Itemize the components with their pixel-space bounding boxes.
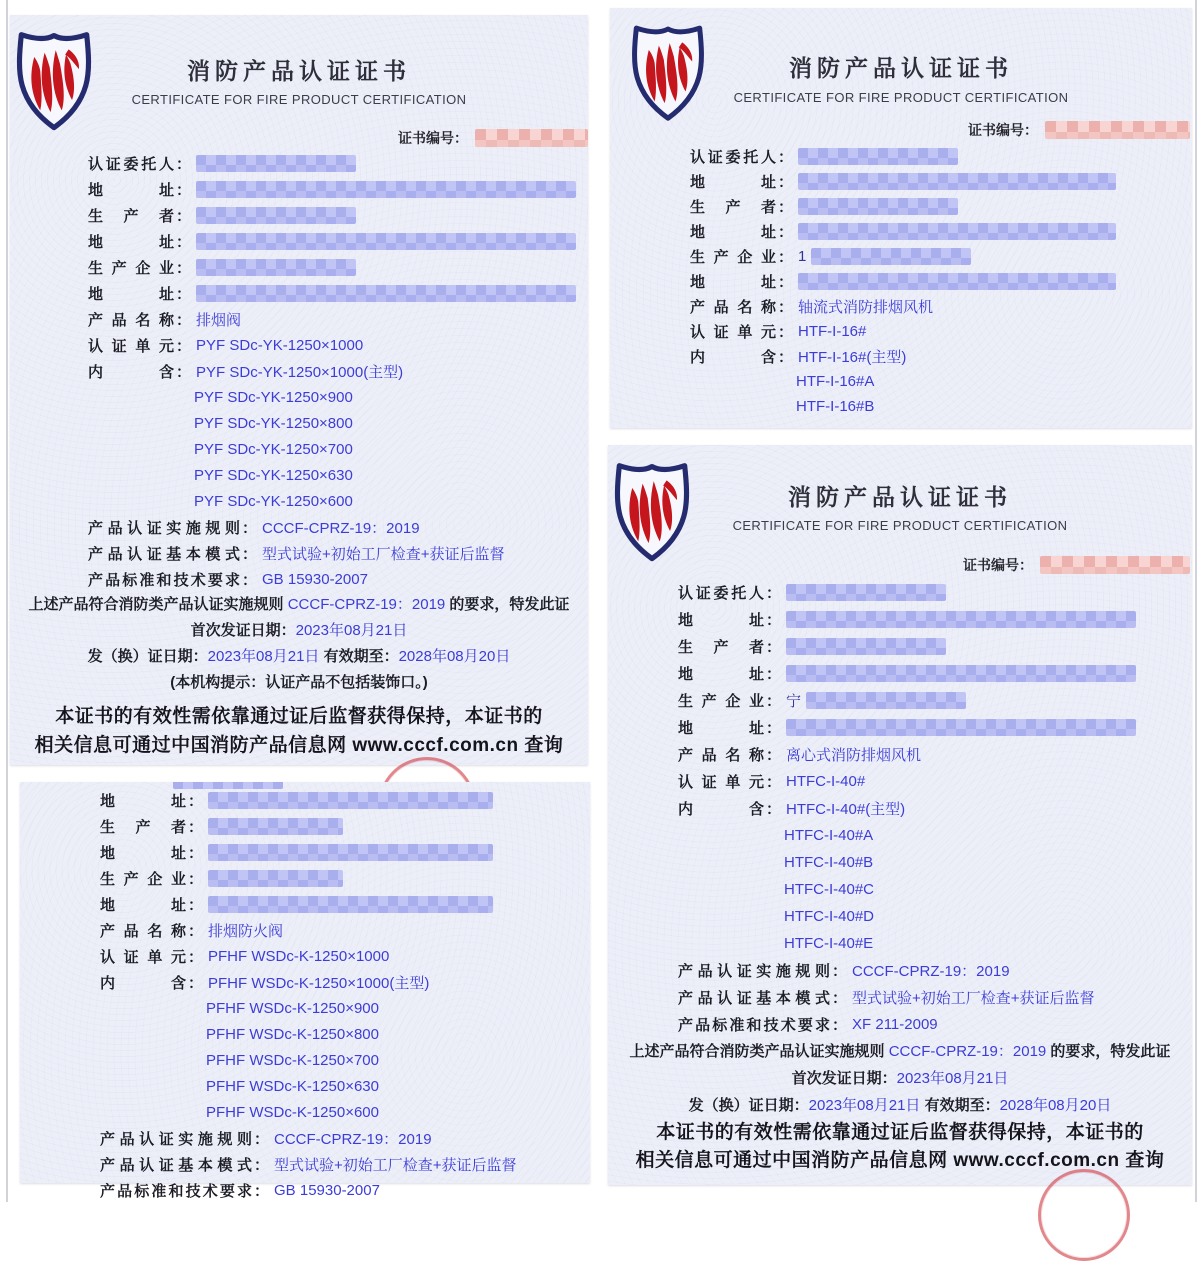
cert-number-row	[963, 555, 1190, 575]
field-label: 生产者	[690, 199, 776, 216]
model-value: HTFC-I-40#D	[784, 908, 875, 925]
redacted-value	[798, 223, 1116, 240]
field-label: 认证委托人	[678, 585, 764, 602]
model-value: HTFC-I-40#E	[784, 935, 874, 952]
field-label: 地址	[678, 720, 764, 737]
colon: ：	[766, 585, 782, 602]
photo-edge-line	[1195, 0, 1197, 1202]
statement-row	[608, 1038, 1192, 1065]
field-label: 产品认证实施规则	[88, 519, 240, 537]
field-row	[10, 150, 588, 176]
cert-number-row	[398, 128, 588, 148]
field-label: 地址	[100, 792, 186, 810]
colon: ：	[254, 1182, 270, 1200]
field-label: 产品认证实施规则	[678, 963, 830, 980]
colon: ：	[778, 349, 794, 366]
redacted-value	[786, 719, 1136, 736]
field-row	[10, 306, 588, 332]
statement-part: 的要求，特发此证	[1046, 1043, 1171, 1060]
rule-row	[10, 540, 588, 566]
field-label: 内含	[678, 801, 764, 818]
footer-row	[608, 1147, 1192, 1175]
colon: ：	[766, 720, 782, 737]
field-row	[608, 714, 1192, 741]
colon: ：	[188, 974, 204, 992]
model-row	[20, 995, 590, 1021]
redacted-value	[806, 692, 966, 709]
colon: ：	[778, 299, 794, 316]
model-row	[10, 384, 588, 410]
colon: ：	[778, 324, 794, 341]
field-row	[610, 144, 1192, 169]
model-value: HTFC-I-40#C	[784, 881, 875, 898]
model-value: PFHF WSDc-K-1250×600	[206, 1103, 379, 1121]
colon: ：	[242, 519, 258, 537]
statement-part: 2028年08月20日	[999, 1097, 1112, 1114]
cert-subtitle: CERTIFICATE FOR FIRE PRODUCT CERTIFICATION	[131, 92, 467, 107]
colon: ：	[766, 693, 782, 710]
colon: ：	[176, 285, 192, 303]
redacted-value	[786, 638, 946, 655]
footer-row	[10, 702, 588, 731]
field-label: 认证单元	[88, 337, 174, 355]
field-value: 离心式消防排烟风机	[786, 747, 922, 764]
redacted-value	[196, 207, 356, 224]
colon: ：	[254, 1130, 270, 1148]
redacted-value	[798, 173, 1116, 190]
redacted-value	[798, 273, 1116, 290]
model-row	[10, 436, 588, 462]
field-label: 产品标准和技术要求	[678, 1017, 830, 1034]
model-row	[10, 410, 588, 436]
cert-fields	[20, 787, 590, 1203]
field-label: 产品标准和技术要求	[100, 1182, 252, 1200]
field-row	[10, 358, 588, 384]
colon: ：	[778, 224, 794, 241]
field-row	[10, 332, 588, 358]
colon: ：	[188, 844, 204, 862]
field-row	[20, 891, 590, 917]
field-row	[20, 813, 590, 839]
field-row	[608, 606, 1192, 633]
field-row	[610, 319, 1192, 344]
model-row	[20, 1047, 590, 1073]
statement-part: 有效期至：	[920, 1097, 1000, 1114]
field-label: 生产企业	[678, 693, 764, 710]
statement-part: CCCF-CPRZ-19：2019	[888, 1043, 1047, 1060]
field-label: 产品名称	[88, 311, 174, 329]
statement-part: 的要求，特发此证	[445, 596, 570, 613]
redacted-value	[196, 233, 576, 250]
colon: ：	[188, 922, 204, 940]
redacted-value	[208, 792, 493, 809]
field-label: 生产企业	[690, 249, 776, 266]
field-label: 产品认证基本模式	[100, 1156, 252, 1174]
colon: ：	[766, 666, 782, 683]
field-label: 认证单元	[100, 948, 186, 966]
field-row	[10, 280, 588, 306]
model-value: PFHF WSDc-K-1250×900	[206, 999, 379, 1017]
redacted-value	[786, 584, 946, 601]
field-label: 地址	[678, 666, 764, 683]
cert-no-redacted	[475, 129, 588, 147]
footer-row	[10, 731, 588, 760]
cert-subtitle: CERTIFICATE FOR FIRE PRODUCT CERTIFICATION	[733, 90, 1069, 105]
model-value: PFHF WSDc-K-1250×630	[206, 1077, 379, 1095]
certificate-bottom-left	[20, 782, 590, 1200]
statement-part: 2028年08月20日	[398, 648, 511, 665]
field-value: 型式试验+初始工厂检查+获证后监督	[852, 990, 1095, 1007]
statement-part: 首次发证日期：	[791, 1070, 897, 1087]
statement-row	[608, 1092, 1192, 1119]
rule-row	[10, 566, 588, 592]
colon: ：	[188, 792, 204, 810]
field-value: GB 15930-2007	[274, 1181, 380, 1199]
field-row	[10, 254, 588, 280]
model-value: PYF SDc-YK-1250×700	[194, 440, 353, 458]
redacted-value	[798, 198, 958, 215]
colon: ：	[832, 1017, 848, 1034]
cert-number-row	[968, 120, 1190, 140]
colon: ：	[778, 199, 794, 216]
statement-part: 2023年08月21日	[295, 622, 408, 639]
field-row	[608, 741, 1192, 768]
colon: ：	[766, 747, 782, 764]
redacted-value	[196, 285, 576, 302]
colon: ：	[766, 639, 782, 656]
rule-row	[20, 1177, 590, 1203]
field-row	[10, 176, 588, 202]
model-value: PYF SDc-YK-1250×600	[194, 492, 353, 510]
redacted-value	[208, 870, 343, 887]
field-value: HTFC-I-40#	[786, 773, 866, 790]
model-row	[610, 369, 1192, 394]
model-row	[608, 930, 1192, 957]
statement-part: 发（换）证日期：	[87, 648, 208, 665]
field-label: 产品认证实施规则	[100, 1130, 252, 1148]
model-value: HTF-I-16#B	[796, 398, 875, 415]
colon: ：	[176, 155, 192, 173]
rule-row	[20, 1125, 590, 1151]
field-label: 内含	[88, 363, 174, 381]
redacted-value	[208, 896, 493, 913]
field-label: 地址	[100, 844, 186, 862]
colon: ：	[188, 870, 204, 888]
model-value: PYF SDc-YK-1250×630	[194, 466, 353, 484]
colon: ：	[832, 990, 848, 1007]
model-value: PYF SDc-YK-1250×900	[194, 388, 353, 406]
colon: ：	[176, 259, 192, 277]
redacted-value	[196, 155, 356, 172]
statement-part: 2023年08月21日	[896, 1070, 1009, 1087]
field-label: 内含	[100, 974, 186, 992]
field-row	[610, 244, 1192, 269]
cert-no-label: 证书编号：	[963, 557, 1033, 573]
colon: ：	[778, 174, 794, 191]
model-value: PYF SDc-YK-1250×800	[194, 414, 353, 432]
cert-no-label: 证书编号：	[968, 122, 1038, 138]
cert-no-redacted	[1045, 121, 1190, 139]
statement-part: 有效期至：	[319, 648, 399, 665]
field-label: 生产企业	[100, 870, 186, 888]
cert-fields	[610, 144, 1192, 419]
field-label: 认证委托人	[690, 149, 776, 166]
statement-part: 上述产品符合消防类产品认证实施规则	[28, 596, 288, 613]
model-row	[608, 903, 1192, 930]
field-row	[10, 202, 588, 228]
red-seal	[1038, 1169, 1130, 1261]
cert-no-redacted	[1040, 556, 1190, 574]
cert-subtitle: CERTIFICATE FOR FIRE PRODUCT CERTIFICATION	[732, 518, 1068, 533]
colon: ：	[778, 149, 794, 166]
field-row	[608, 795, 1192, 822]
rule-row	[608, 1011, 1192, 1038]
colon: ：	[242, 571, 258, 589]
field-row	[20, 839, 590, 865]
field-label: 产品标准和技术要求	[88, 571, 240, 589]
cert-fields	[608, 579, 1192, 1175]
footer-row	[608, 1119, 1192, 1147]
statement-part: 上述产品符合消防类产品认证实施规则	[629, 1043, 889, 1060]
colon: ：	[188, 896, 204, 914]
colon: ：	[176, 363, 192, 381]
field-label: 产品名称	[678, 747, 764, 764]
field-label: 认证单元	[690, 324, 776, 341]
certificate-top-right	[610, 8, 1192, 428]
value-fragment: 1	[798, 248, 807, 265]
field-row	[20, 969, 590, 995]
statement-row	[608, 1065, 1192, 1092]
field-value: HTF-I-16#	[798, 323, 867, 340]
field-value: PYF SDc-YK-1250×1000(主型)	[196, 363, 404, 381]
field-label: 地址	[690, 174, 776, 191]
colon: ：	[176, 207, 192, 225]
model-row	[10, 488, 588, 514]
field-value: 排烟防火阀	[208, 922, 284, 940]
model-row	[608, 849, 1192, 876]
cert-no-label: 证书编号：	[398, 130, 468, 146]
colon: ：	[188, 818, 204, 836]
field-value: GB 15930-2007	[262, 570, 368, 588]
colon: ：	[176, 233, 192, 251]
colon: ：	[778, 249, 794, 266]
statement-part: 发（换）证日期：	[688, 1097, 809, 1114]
field-row	[610, 269, 1192, 294]
redacted-value	[811, 248, 971, 265]
field-value: HTFC-I-40#(主型)	[786, 801, 906, 818]
field-row	[20, 865, 590, 891]
model-value: HTF-I-16#A	[796, 373, 875, 390]
field-value: PYF SDc-YK-1250×1000	[196, 336, 364, 354]
field-label: 地址	[690, 224, 776, 241]
rule-row	[608, 957, 1192, 984]
statement-part: 首次发证日期：	[190, 622, 296, 639]
statement-row	[10, 670, 588, 696]
field-value: XF 211-2009	[852, 1016, 938, 1033]
field-value: CCCF-CPRZ-19：2019	[852, 963, 1010, 980]
field-label: 产品认证基本模式	[88, 545, 240, 563]
cert-title: 消防产品认证证书	[789, 55, 1013, 81]
statement-row	[10, 592, 588, 618]
colon: ：	[176, 311, 192, 329]
redacted-value	[208, 844, 493, 861]
colon: ：	[766, 774, 782, 791]
field-label: 产品名称	[690, 299, 776, 316]
model-row	[20, 1021, 590, 1047]
field-label: 地址	[690, 274, 776, 291]
field-row	[610, 344, 1192, 369]
model-row	[610, 394, 1192, 419]
statement-part: 2023年08月21日	[207, 648, 320, 665]
footer-text: 本证书的有效性需依靠通过证后监督获得保持，本证书的	[55, 706, 543, 727]
rule-row	[10, 514, 588, 540]
field-row	[20, 917, 590, 943]
field-row	[20, 943, 590, 969]
field-label: 地址	[678, 612, 764, 629]
model-row	[10, 462, 588, 488]
cert-fields	[10, 150, 588, 760]
field-row	[610, 294, 1192, 319]
certificate-bottom-right	[608, 445, 1192, 1185]
model-value: PFHF WSDc-K-1250×700	[206, 1051, 379, 1069]
field-row	[608, 660, 1192, 687]
rule-row	[608, 984, 1192, 1011]
statement-part: (本机构提示：认证产品不包括装饰口。)	[170, 674, 428, 691]
colon: ：	[766, 612, 782, 629]
model-row	[608, 822, 1192, 849]
field-value: CCCF-CPRZ-19：2019	[262, 519, 420, 537]
redacted-value	[208, 818, 343, 835]
redacted-value	[786, 665, 1136, 682]
colon: ：	[832, 963, 848, 980]
cert-title: 消防产品认证证书	[788, 484, 1012, 510]
colon: ：	[176, 337, 192, 355]
rule-row	[20, 1151, 590, 1177]
colon: ：	[778, 274, 794, 291]
footer-text: 相关信息可通过中国消防产品信息网 www.cccf.com.cn 查询	[34, 735, 564, 756]
field-label: 地址	[88, 233, 174, 251]
field-label: 生产企业	[88, 259, 174, 277]
field-label: 内含	[690, 349, 776, 366]
footer-text: 本证书的有效性需依靠通过证后监督获得保持，本证书的	[656, 1122, 1144, 1143]
cccf-shield-flame-logo	[609, 460, 695, 566]
field-label: 生产者	[100, 818, 186, 836]
model-row	[20, 1099, 590, 1125]
statement-row	[10, 618, 588, 644]
field-value: 轴流式消防排烟风机	[798, 299, 934, 316]
redacted-value	[786, 611, 1136, 628]
colon: ：	[188, 948, 204, 966]
field-label: 产品名称	[100, 922, 186, 940]
field-value: 排烟阀	[196, 311, 242, 329]
certificate-top-left	[10, 15, 588, 765]
field-value: PFHF WSDc-K-1250×1000	[208, 947, 390, 965]
field-row	[610, 194, 1192, 219]
field-row	[608, 633, 1192, 660]
redacted-value	[196, 181, 576, 198]
field-label: 地址	[100, 896, 186, 914]
photo-edge-line	[6, 0, 8, 1202]
model-value: PFHF WSDc-K-1250×800	[206, 1025, 379, 1043]
field-label: 地址	[88, 181, 174, 199]
field-label: 认证单元	[678, 774, 764, 791]
model-value: HTFC-I-40#B	[784, 854, 874, 871]
field-row	[608, 768, 1192, 795]
footer-text: 相关信息可通过中国消防产品信息网 www.cccf.com.cn 查询	[635, 1150, 1165, 1171]
field-label: 认证委托人	[88, 155, 174, 173]
model-row	[608, 876, 1192, 903]
field-row	[20, 787, 590, 813]
field-label: 生产者	[88, 207, 174, 225]
field-label: 生产者	[678, 639, 764, 656]
colon: ：	[242, 545, 258, 563]
statement-row	[10, 644, 588, 670]
statement-part: CCCF-CPRZ-19：2019	[287, 596, 446, 613]
redacted-value	[196, 259, 356, 276]
field-value: PFHF WSDc-K-1250×1000(主型)	[208, 974, 430, 992]
field-row	[608, 687, 1192, 714]
field-label: 地址	[88, 285, 174, 303]
field-row	[610, 219, 1192, 244]
colon: ：	[766, 801, 782, 818]
field-value: CCCF-CPRZ-19：2019	[274, 1130, 432, 1148]
colon: ：	[254, 1156, 270, 1174]
model-row	[20, 1073, 590, 1099]
field-row	[10, 228, 588, 254]
value-fragment: 宁	[786, 693, 802, 710]
colon: ：	[176, 181, 192, 199]
field-value: 型式试验+初始工厂检查+获证后监督	[274, 1156, 517, 1174]
model-value: HTFC-I-40#A	[784, 827, 874, 844]
field-row	[608, 579, 1192, 606]
field-row	[610, 169, 1192, 194]
cert-title: 消防产品认证证书	[187, 58, 411, 84]
redacted-value	[798, 148, 958, 165]
field-value: HTF-I-16#(主型)	[798, 349, 907, 366]
field-value: 型式试验+初始工厂检查+获证后监督	[262, 545, 505, 563]
statement-part: 2023年08月21日	[808, 1097, 921, 1114]
field-label: 产品认证基本模式	[678, 990, 830, 1007]
